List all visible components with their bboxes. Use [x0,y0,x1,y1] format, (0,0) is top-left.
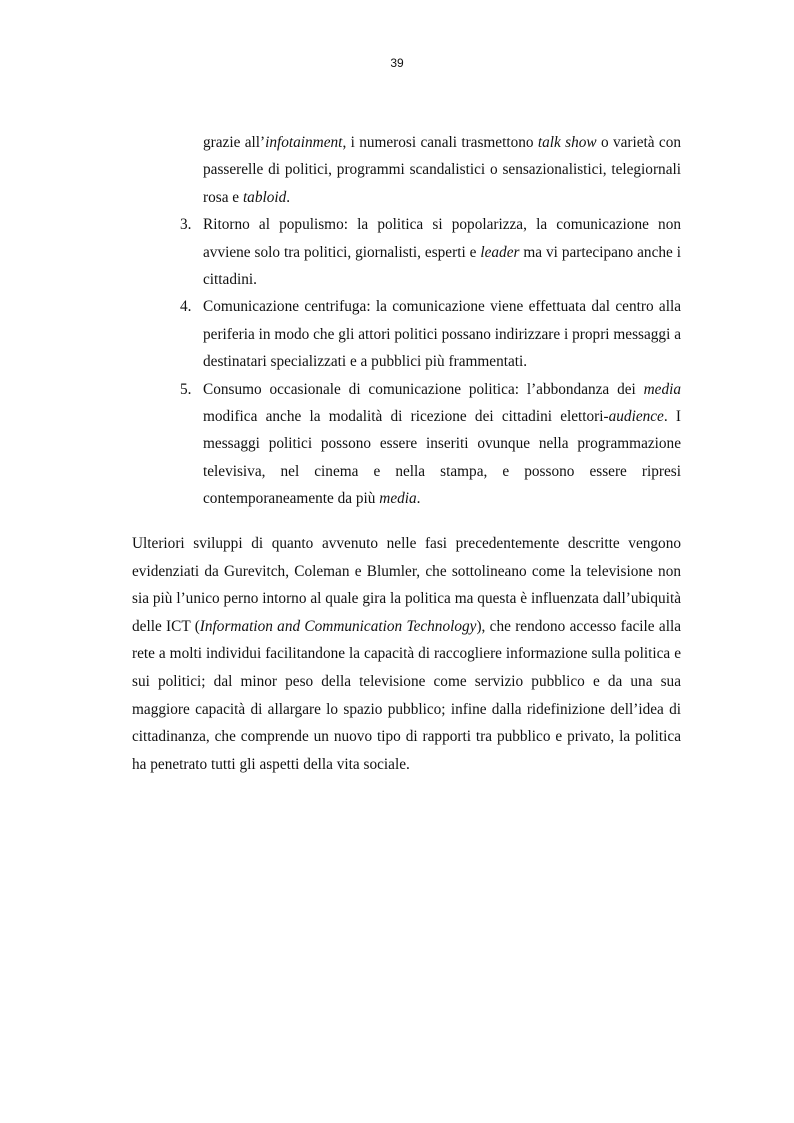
list-item-text [203,381,681,508]
text-run: Comunicazione centrifuga: la comunicazione viene effettuata dal centro alla periferia in modo che gli attori politici possano indirizzare i propri messaggi a destinatari specializzati e a pubblici più frammentati. [203,298,681,371]
list-item-marker: 5. [180,380,192,398]
text-run: Ulteriori sviluppi di quanto avvenuto nelle fasi precedentemente descritte vengono evidenziati da Gurevitch, Coleman e Blumler, che sottolineano come la televisione non sia più l’unico perno intorno al quale gira la politica ma questa è influenzata dall’ubiquità delle ICT ( [132,535,681,635]
text-run: , i numerosi canali trasmettono [342,134,538,151]
text-run: grazie all’ [203,134,266,151]
text-run: . [416,490,421,508]
numbered-list [132,129,681,513]
italic-text-run: leader [480,243,520,261]
italic-text-run: audience [608,408,664,426]
list-item-4 [132,293,681,375]
list-item-text [203,134,681,206]
text-run: . [286,188,291,206]
italic-text-run: tabloid [242,188,287,206]
italic-text-run: media [643,380,681,398]
list-item-3 [132,211,681,293]
list-item-marker: 3. [180,216,192,234]
list-item-5 [132,376,681,513]
list-item-marker: 4. [180,298,192,316]
list-item-text [203,298,681,370]
text-run: Consumo occasionale di comunicazione politica: l’abbondanza dei [203,380,644,398]
body-paragraph [132,530,681,778]
italic-text-run: infotainment [265,134,343,151]
page-number: 39 [390,56,404,70]
text-run: ma vi partecipano anche i cittadini. [203,243,682,289]
text-run: o varietà con passerelle di politici, programmi scandalistici o sensazionalistici, telegiornali rosa e [203,134,681,206]
list-item-continuation [132,129,681,211]
text-run: ), che rendono accesso facile alla rete a molti individui facilitandone la capacità di raccogliere informazione sulla politica e sui politici; dal minor peso della televisione come servizio pubblico e da una sua maggiore capacità di allargare lo spazio pubblico; infine dalla ridefinizione dell’idea di cittadinanza, che comprende un nuovo tipo di rapporti tra pubblico e privato, la politica ha penetrato tutti gli aspetti della vita sociale. [132,617,681,773]
italic-text-run: Information and Communication Technology [199,617,477,635]
text-run: Ritorno al populismo: la politica si popolarizza, la comunicazione non avviene solo tra politici, giornalisti, esperti e [203,216,681,261]
text-run: . I messaggi politici possono essere inseriti ovunque nella programmazione televisiva, nel cinema e nella stampa, e possono essere ripresi contemporaneamente da più [203,408,681,508]
italic-text-run: talk show [537,134,597,151]
italic-text-run: media [379,490,417,508]
text-run: modifica anche la modalità di ricezione dei cittadini elettori- [203,408,609,426]
list-item-text [203,216,681,288]
